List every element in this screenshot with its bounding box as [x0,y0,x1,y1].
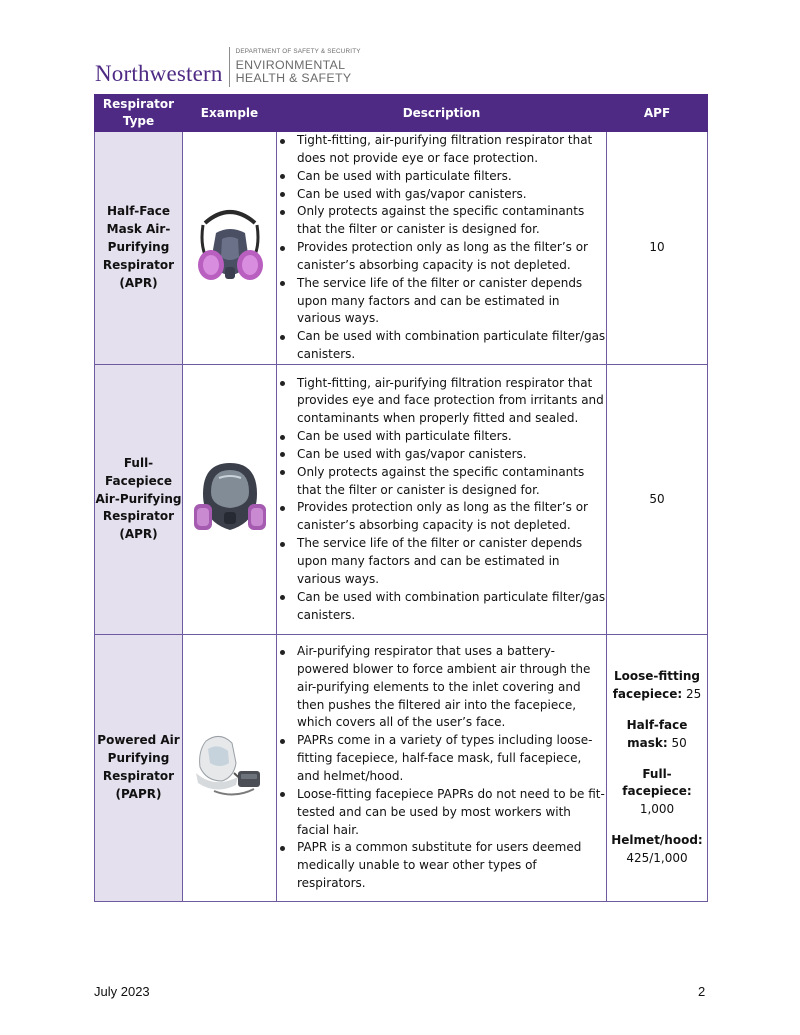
apf-label: Helmet/hood: [611,832,703,847]
description-list [277,643,606,893]
description-list [277,132,606,364]
description-list [277,375,606,625]
list-item: Can be used with gas/vapor canisters. [297,446,606,464]
respirator-type-cell: Half-Face Mask Air-Purifying Respirator (APR) [95,132,183,365]
apf-value: 50 [671,735,687,750]
respirator-type-cell: Full-Facepiece Air-Purifying Respirator (APR) [95,364,183,634]
list-item: Tight-fitting, air-purifying filtration respirator that does not provide eye or face protection. [297,132,606,168]
apf-cell: 50 [607,364,708,634]
list-item: PAPR is a common substitute for users deemed medically unable to wear other types of respirators. [297,839,606,893]
logo-unit-line2: HEALTH & SAFETY [235,71,352,86]
list-item: Air-purifying respirator that uses a battery-powered blower to force ambient air through the air-purifying elements to the inlet covering and then pushes the filtered air into the facepiece, which covers all of the user’s face. [297,643,606,732]
list-item: Only protects against the specific contaminants that the filter or canister is designed for. [297,203,606,239]
logo-unit-line1: ENVIRONMENTAL [235,57,346,72]
list-item: Provides protection only as long as the filter’s or canister’s absorbing capacity is not depleted. [297,239,606,275]
description-cell [277,634,607,901]
apf-cell [607,634,708,901]
list-item: Provides protection only as long as the filter’s or canister’s absorbing capacity is not depleted. [297,499,606,535]
papr-hood-image [194,733,266,799]
half-face-respirator-image [189,203,271,289]
apf-item [609,717,705,753]
apf-value: 425/1,000 [626,850,688,865]
apf-value: 1,000 [639,802,675,817]
list-item: Loose-fitting facepiece PAPRs do not need to be fit-tested and can be used by most workers with facial hair. [297,786,606,840]
list-item: The service life of the filter or canister depends upon many factors and can be estimated in various ways. [297,535,606,589]
logo-unit-name [236,49,361,84]
footer-date: July 2023 [94,984,150,999]
table-row [95,364,708,634]
apf-cell: 10 [607,132,708,365]
apf-item [609,766,705,819]
list-item: PAPRs come in a variety of types including loose-fitting facepiece, half-face mask, full facepiece, and helmet/hood. [297,732,606,786]
table-header-row [95,95,708,132]
logo-wordmark: Northwestern [95,60,223,86]
apf-label: Loose-fitting facepiece: [612,669,700,702]
header-respirator-type: Respirator Type [95,95,183,132]
table-row [95,634,708,901]
northwestern-ehs-logo [95,46,361,88]
list-item: Only protects against the specific contaminants that the filter or canister is designed for. [297,464,606,500]
page-number: 2 [698,984,706,999]
header-apf: APF [607,95,708,132]
apf-label: Full-facepiece: [622,766,692,799]
full-facepiece-respirator-image [189,460,271,536]
apf-list [609,668,705,867]
list-item: Can be used with particulate filters. [297,428,606,446]
example-cell [183,364,277,634]
table-row [95,132,708,365]
list-item: Can be used with particulate filters. [297,168,606,186]
description-cell [277,132,607,365]
list-item: The service life of the filter or canister depends upon many factors and can be estimated in various ways. [297,275,606,329]
respirator-type-cell: Powered Air Purifying Respirator (PAPR) [95,634,183,901]
respirator-table [94,94,708,902]
example-cell [183,634,277,901]
header-description: Description [277,95,607,132]
apf-value: 25 [686,687,702,702]
list-item: Can be used with combination particulate filter/gas canisters. [297,328,606,364]
list-item: Tight-fitting, air-purifying filtration respirator that provides eye and face protection from irritants and contaminants when properly fitted and sealed. [297,375,606,429]
list-item: Can be used with gas/vapor canisters. [297,186,606,204]
apf-item [609,668,705,704]
header-example: Example [183,95,277,132]
example-cell [183,132,277,365]
apf-item [609,832,705,868]
logo-department: DEPARTMENT OF SAFETY & SECURITY [235,48,361,56]
apf-label: Half-face mask: [626,717,688,750]
list-item: Can be used with combination particulate filter/gas canisters. [297,589,606,625]
description-cell [277,364,607,634]
logo-divider [229,47,230,87]
